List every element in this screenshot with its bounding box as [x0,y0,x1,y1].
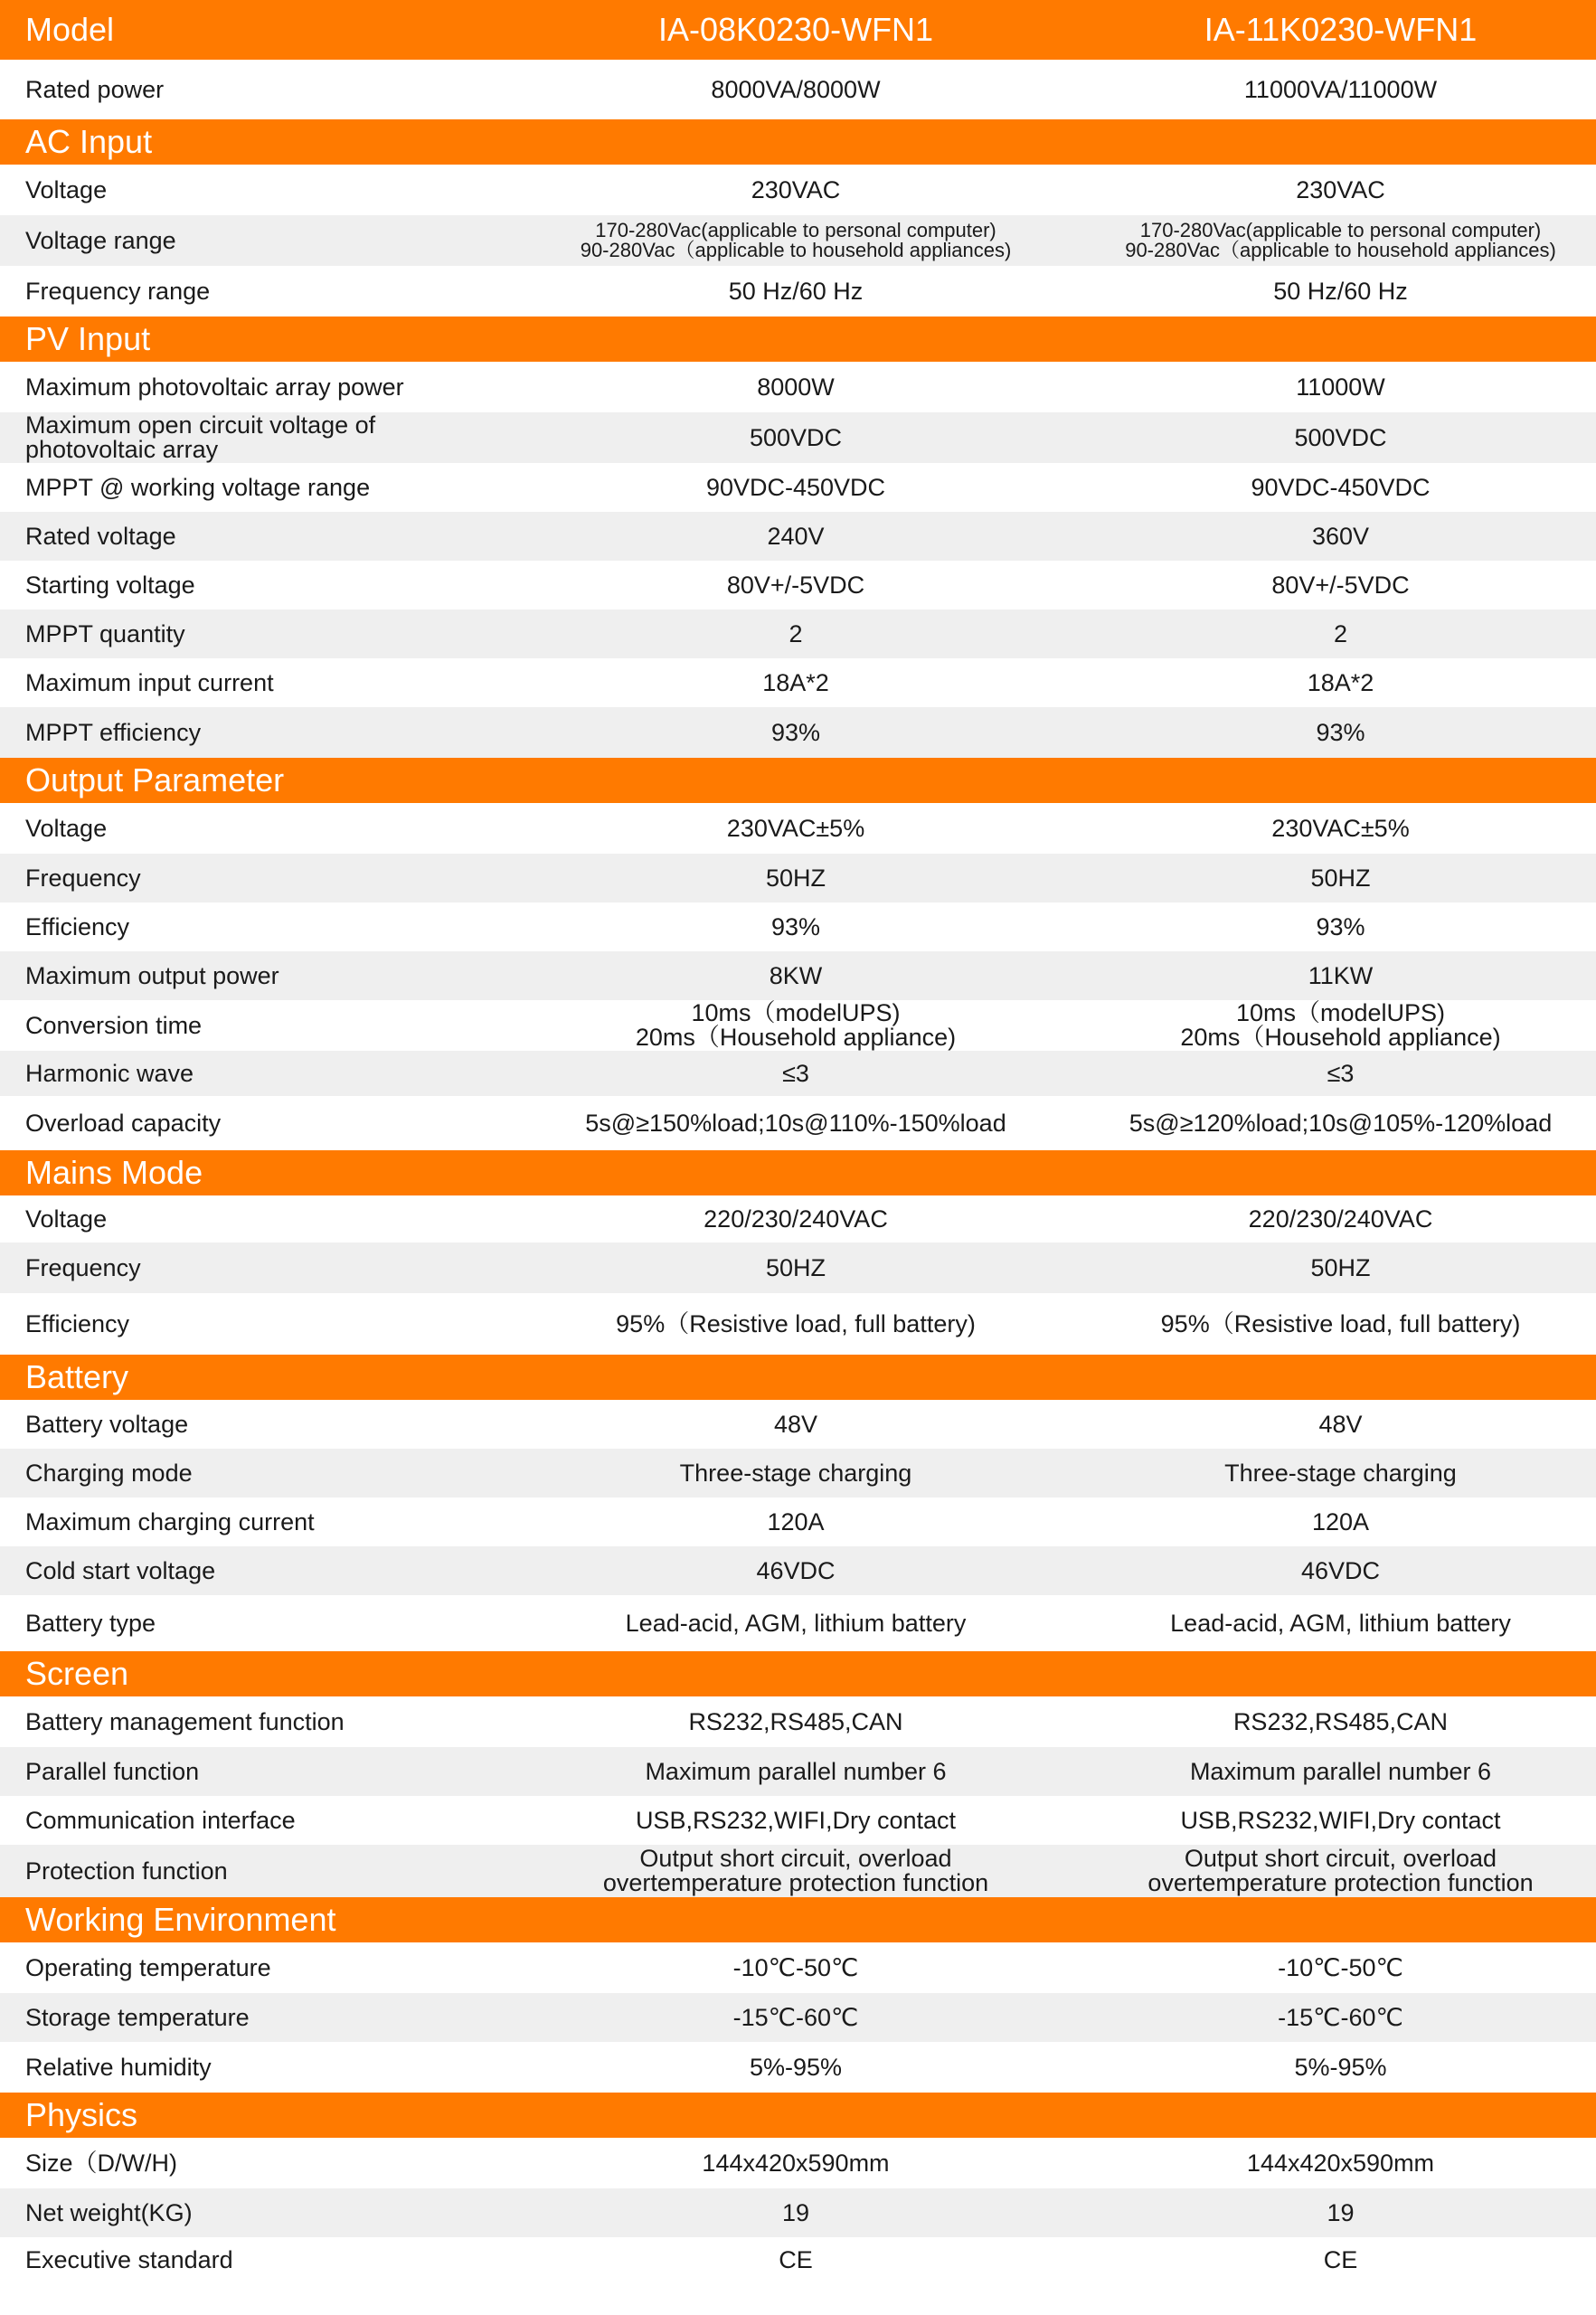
row-label: Battery type [25,1609,156,1637]
row-value-a: 93% [770,718,821,746]
row-value-b: Three-stage charging [1224,1459,1457,1487]
row-value-a: 50HZ [765,1253,826,1281]
spec-row [0,1293,1596,1355]
spec-sections [0,119,1596,2282]
row-label: Overload capacity [25,1109,222,1137]
row-label: Maximum input current [25,668,274,696]
spec-row [0,1993,1596,2042]
row-value-b: -10℃-50℃ [1278,1953,1403,1981]
row-label: Rated power [25,75,165,103]
row-value-b: Output short circuit, overload overtemperature protection function [1147,1845,1534,1896]
row-value-b: 95%（Resistive load, full battery) [1160,1309,1521,1337]
row-value-b: 220/230/240VAC [1248,1205,1433,1233]
row-value-b: 500VDC [1294,423,1387,451]
spec-row [0,1696,1596,1747]
row-label: MPPT @ working voltage range [25,473,371,501]
row-label: Voltage [25,814,108,842]
row-value-b: 90VDC-450VDC [1251,473,1431,501]
row-value-a: 500VDC [749,423,843,451]
row-label: Voltage [25,1205,108,1233]
section-header: Mains Mode [0,1150,1596,1195]
row-label: Operating temperature [25,1953,271,1981]
row-value-a: CE [779,2245,813,2273]
row-value-a: 46VDC [756,1556,836,1584]
spec-row [0,561,1596,609]
row-value-b: USB,RS232,WIFI,Dry contact [1180,1806,1501,1834]
row-label: Starting voltage [25,571,195,599]
spec-row [0,412,1596,463]
row-value-a: 8000VA/8000W [711,75,881,103]
spec-row [0,1243,1596,1293]
spec-row [0,902,1596,951]
row-value-a: 2 [789,619,803,647]
spec-row [0,1796,1596,1845]
row-value-b: 11000W [1296,373,1385,401]
row-value-a: Three-stage charging [679,1459,912,1487]
spec-row [0,658,1596,707]
spec-row [0,1051,1596,1096]
row-label: Maximum charging current [25,1507,315,1535]
row-value-a: 93% [770,912,821,940]
row-value-a: Lead-acid, AGM, lithium battery [625,1609,967,1637]
row-label: Battery voltage [25,1410,189,1438]
spec-row [0,215,1596,266]
row-label: Frequency [25,1253,141,1281]
row-value-b: 19 [1327,2198,1355,2226]
model-header-row [0,0,1596,60]
row-value-b: 80V+/-5VDC [1271,571,1410,599]
row-value-b: 5s@≥120%load;10s@105%-120%load [1129,1109,1553,1137]
row-label: Conversion time [25,1011,203,1039]
spec-row [0,854,1596,902]
row-value-a: 8KW [769,961,823,989]
model-col-b: IA-11K0230-WFN1 [1204,11,1478,48]
row-value-a: 90VDC-450VDC [705,473,886,501]
row-value-b: 230VAC±5% [1271,814,1410,842]
row-label: Size（D/W/H) [25,2149,177,2177]
row-value-b: 93% [1316,718,1365,746]
row-value-b: 230VAC [1296,175,1385,203]
row-label: Net weight(KG) [25,2198,193,2226]
row-value-b: ≤3 [1327,1059,1355,1087]
spec-row [0,1595,1596,1651]
row-value-a: 170-280Vac(applicable to personal computer) 90-280Vac（applicable to household appliances) [580,219,1012,261]
row-label: MPPT quantity [25,619,185,647]
row-label: Voltage [25,175,108,203]
spec-row [0,2138,1596,2188]
spec-row [0,1942,1596,1993]
section-header: Working Environment [0,1897,1596,1942]
row-value-a: 8000W [757,373,835,401]
row-label: Cold start voltage [25,1556,216,1584]
spec-row [0,512,1596,561]
row-label: Efficiency [25,912,130,940]
row-label: Protection function [25,1857,228,1885]
row-value-b: 5%-95% [1294,2053,1387,2081]
row-label: Rated voltage [25,522,176,550]
row-value-a: 50HZ [765,864,826,892]
row-label: Maximum open circuit voltage of photovoltaic array [25,411,376,463]
row-value-b: RS232,RS485,CAN [1232,1707,1449,1735]
row-value-a: 120A [767,1507,825,1535]
rated-power-row [0,60,1596,119]
section-header: Battery [0,1355,1596,1400]
row-label: MPPT efficiency [25,718,202,746]
row-value-b: 50 Hz/60 Hz [1273,277,1408,305]
row-value-b: 144x420x590mm [1246,2149,1435,2177]
row-value-a: 19 [781,2198,810,2226]
spec-row [0,951,1596,1000]
spec-row [0,1747,1596,1796]
row-label: Relative humidity [25,2053,212,2081]
row-value-a: 5%-95% [749,2053,843,2081]
row-value-a: 18A*2 [762,668,829,696]
row-label: Storage temperature [25,2003,250,2031]
row-label: Maximum output power [25,961,279,989]
row-value-b: 11KW [1308,961,1374,989]
row-label: Parallel function [25,1757,200,1785]
row-value-a: RS232,RS485,CAN [688,1707,903,1735]
section-header: Output Parameter [0,758,1596,803]
row-value-a: 5s@≥150%load;10s@110%-150%load [585,1109,1006,1137]
spec-row [0,1546,1596,1595]
row-value-b: 50HZ [1310,1253,1371,1281]
row-value-a: ≤3 [782,1059,809,1087]
row-label: Battery management function [25,1707,345,1735]
row-value-a: 240V [767,522,825,550]
row-value-a: 50 Hz/60 Hz [728,277,864,305]
spec-row [0,2042,1596,2093]
row-value-a: -15℃-60℃ [732,2003,859,2031]
row-value-a: Output short circuit, overload overtemperature protection function [602,1845,989,1896]
row-value-b: Maximum parallel number 6 [1189,1757,1492,1785]
row-value-b: -15℃-60℃ [1278,2003,1403,2031]
section-header: Screen [0,1651,1596,1696]
row-label: Charging mode [25,1459,193,1487]
spec-row [0,1195,1596,1243]
spec-row [0,2237,1596,2282]
row-value-a: -10℃-50℃ [732,1953,859,1981]
row-value-a: 230VAC±5% [726,814,865,842]
spec-row [0,266,1596,317]
spec-row [0,1000,1596,1051]
spec-row [0,1498,1596,1546]
row-label: Maximum photovoltaic array power [25,373,404,401]
row-label: Voltage range [25,226,176,254]
row-value-b: 18A*2 [1307,668,1374,696]
row-value-b: CE [1323,2245,1358,2273]
row-value-b: 10ms（modelUPS) 20ms（Household appliance) [1180,999,1501,1051]
spec-row [0,707,1596,758]
row-value-a: 10ms（modelUPS) 20ms（Household appliance) [635,999,957,1051]
spec-row [0,1845,1596,1897]
spec-row [0,609,1596,658]
row-value-a: 230VAC [751,175,841,203]
row-value-b: 120A [1311,1507,1370,1535]
section-header: AC Input [0,119,1596,165]
row-value-b: 93% [1316,912,1365,940]
section-header: Physics [0,2093,1596,2138]
row-value-b: 360V [1311,522,1370,550]
row-value-a: 95%（Resistive load, full battery) [616,1309,976,1337]
row-value-b: 46VDC [1300,1556,1381,1584]
row-label: Efficiency [25,1309,130,1337]
spec-row [0,165,1596,215]
row-value-a: USB,RS232,WIFI,Dry contact [635,1806,957,1834]
row-value-a: 144x420x590mm [702,2149,890,2177]
model-col-a: IA-08K0230-WFN1 [657,11,934,48]
row-value-b: 48V [1318,1410,1363,1438]
row-value-a: 80V+/-5VDC [726,571,865,599]
row-label: Frequency range [25,277,211,305]
spec-row [0,362,1596,412]
model-label: Model [25,11,115,48]
spec-row [0,1096,1596,1150]
spec-row [0,803,1596,854]
spec-row [0,1449,1596,1498]
row-label: Communication interface [25,1806,296,1834]
row-value-a: 48V [773,1410,818,1438]
row-value-b: 11000VA/11000W [1243,75,1438,103]
row-value-b: 2 [1333,619,1348,647]
spec-row [0,1400,1596,1449]
spec-row [0,463,1596,512]
row-value-a: 220/230/240VAC [704,1205,888,1233]
row-value-a: Maximum parallel number 6 [645,1757,947,1785]
row-value-b: Lead-acid, AGM, lithium battery [1170,1609,1511,1637]
row-label: Frequency [25,864,141,892]
row-label: Executive standard [25,2245,233,2273]
row-value-b: 170-280Vac(applicable to personal computer) 90-280Vac（applicable to household appliances) [1125,219,1556,261]
spec-row [0,2188,1596,2237]
row-label: Harmonic wave [25,1059,194,1087]
row-value-b: 50HZ [1310,864,1371,892]
section-header: PV Input [0,317,1596,362]
